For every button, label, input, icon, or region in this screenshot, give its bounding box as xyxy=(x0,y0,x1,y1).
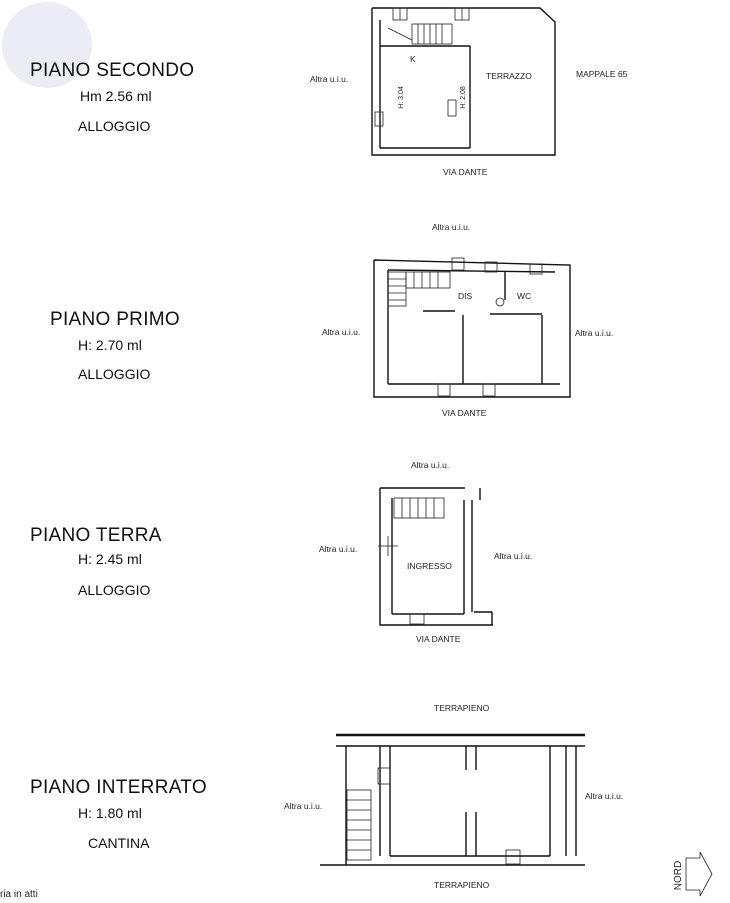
level-height-interrato: H: 1.80 ml xyxy=(78,805,142,821)
label-street-secondo: VIA DANTE xyxy=(443,167,488,177)
label-dis: DIS xyxy=(458,291,473,301)
label-other-unit-right: Altra u.i.u. xyxy=(494,551,533,561)
level-use-interrato: CANTINA xyxy=(88,835,150,851)
plan-interrato xyxy=(320,735,585,865)
level-title-secondo: PIANO SECONDO xyxy=(30,60,195,81)
footer-note: ria in atti xyxy=(0,889,38,900)
level-title-terra: PIANO TERRA xyxy=(30,525,162,546)
label-other-unit-top: Altra u.i.u. xyxy=(432,222,471,232)
level-title-interrato: PIANO INTERRATO xyxy=(30,777,207,798)
label-kitchen: K xyxy=(410,54,416,64)
north-label: NORD xyxy=(673,860,685,891)
label-street-primo: VIA DANTE xyxy=(442,408,487,418)
level-use-secondo: ALLOGGIO xyxy=(78,118,151,134)
label-terrapieno-top: TERRAPIENO xyxy=(434,703,490,713)
label-other-unit-left: Altra u.i.u. xyxy=(284,801,323,811)
level-height-secondo: Hm 2.56 ml xyxy=(80,88,152,104)
label-street-terra: VIA DANTE xyxy=(416,634,461,644)
label-other-unit-right: Altra u.i.u. xyxy=(575,328,614,338)
label-mappale: MAPPALE 65 xyxy=(576,69,628,79)
plan-secondo xyxy=(372,8,555,155)
level-title-primo: PIANO PRIMO xyxy=(50,309,180,330)
level-height-terra: H: 2.45 ml xyxy=(78,551,142,567)
label-wc: WC xyxy=(517,291,532,301)
label-height-1: H: 3.04 xyxy=(397,86,405,109)
label-terrapieno-bottom: TERRAPIENO xyxy=(434,880,490,890)
label-other-unit: Altra u.i.u. xyxy=(310,74,349,84)
level-height-primo: H: 2.70 ml xyxy=(78,337,142,353)
label-other-unit-left: Altra u.i.u. xyxy=(322,327,361,337)
plan-terra xyxy=(378,488,493,625)
plan-primo xyxy=(374,258,570,397)
level-use-terra: ALLOGGIO xyxy=(78,582,151,598)
level-use-primo: ALLOGGIO xyxy=(78,366,151,382)
label-other-unit-left: Altra u.i.u. xyxy=(319,544,358,554)
label-ingresso: INGRESSO xyxy=(407,561,452,571)
north-arrow-icon xyxy=(686,852,712,896)
label-other-unit-top: Altra u.i.u. xyxy=(411,460,450,470)
label-other-unit-right: Altra u.i.u. xyxy=(585,791,624,801)
label-height-2: H: 2.08 xyxy=(459,86,467,109)
label-terrazzo: TERRAZZO xyxy=(486,71,532,81)
